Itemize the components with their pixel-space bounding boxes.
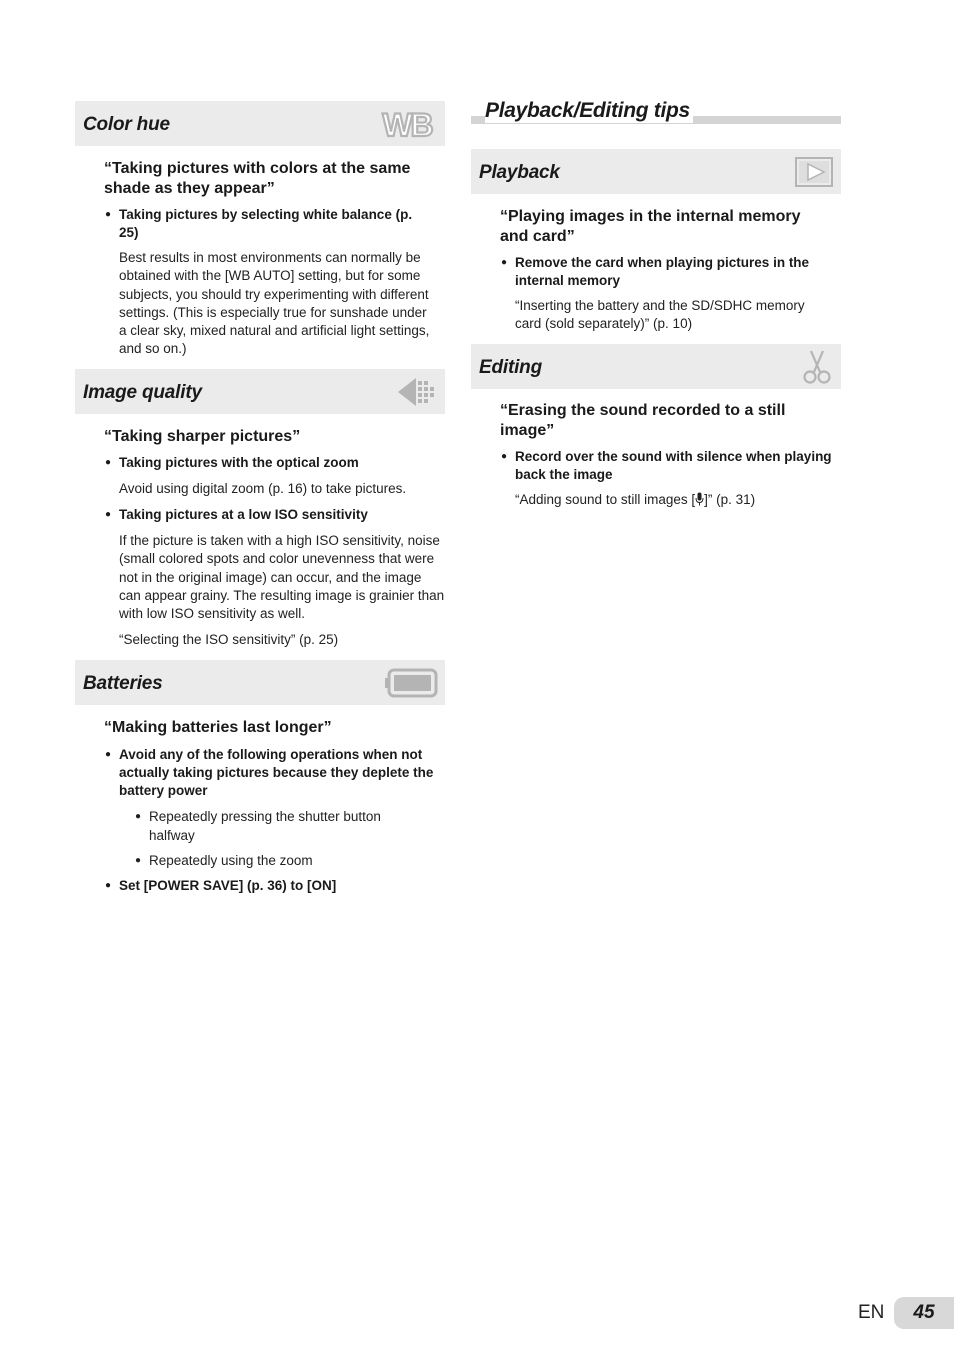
microphone-icon xyxy=(695,492,704,506)
quote-editing: “Erasing the sound recorded to a still image” xyxy=(500,401,786,439)
bullet-power-save: ● Set [POWER SAVE] (p. 36) to [ON] xyxy=(119,877,445,895)
quote-color-hue: “Taking pictures with colors at the same shade as they appear” xyxy=(104,160,411,197)
section-header-image-quality xyxy=(75,369,445,414)
main-title: Playback/Editing tips xyxy=(485,99,693,123)
image-quality-icon xyxy=(396,375,438,409)
main-title-banner xyxy=(471,100,841,125)
language-label: EN xyxy=(858,1302,885,1323)
quote-image-quality: “Taking sharper pictures” xyxy=(104,427,301,445)
page-footer xyxy=(858,1297,954,1329)
bullet-remove-card: ● Remove the card when playing pictures in the internal memory xyxy=(515,254,841,290)
sub-bullet-zoom: ● Repeatedly using the zoom xyxy=(149,851,445,870)
section-header-playback xyxy=(471,149,841,194)
para-adding-sound xyxy=(515,491,841,509)
section-header-editing xyxy=(471,344,841,389)
para-inserting-battery: “Inserting the battery and the SD/SDHC memory card (sold separately)” (p. 10) xyxy=(515,298,805,332)
page-number: 45 xyxy=(894,1297,954,1329)
bullet-optical-zoom: ● Taking pictures with the optical zoom xyxy=(119,454,445,472)
battery-icon xyxy=(384,666,438,700)
sub-bullet-shutter-halfway: ● Repeatedly pressing the shutter button halfway xyxy=(149,807,409,845)
scissors-icon xyxy=(800,350,834,384)
section-header-color-hue xyxy=(75,101,445,146)
section-header-batteries xyxy=(75,660,445,705)
right-column xyxy=(471,100,841,509)
section-title-image-quality: Image quality xyxy=(83,381,202,403)
para-high-iso: If the picture is taken with a high ISO sensitivity, noise (small colored spots and color unevenness that were not in the original image) can occur, and the image can appear grainy. The resulting image is grainier than with low ISO sensitivity as well. xyxy=(119,533,445,622)
section-title-color-hue: Color hue xyxy=(83,114,170,135)
section-title-editing: Editing xyxy=(479,356,542,378)
bullet-avoid-operations: ● Avoid any of the following operations when not actually taking pictures because they deplete the battery power xyxy=(119,746,445,800)
section-title-playback: Playback xyxy=(479,162,560,183)
bullet-low-iso: ● Taking pictures at a low ISO sensitivity xyxy=(119,506,445,524)
left-column xyxy=(75,101,445,895)
para-adding-sound-after: ]” (p. 31) xyxy=(704,491,756,507)
wb-icon xyxy=(376,107,438,141)
section-title-batteries: Batteries xyxy=(83,672,163,694)
svg-text:WB: WB xyxy=(382,107,432,141)
bullet-record-silence: ● Record over the sound with silence when playing back the image xyxy=(515,448,841,484)
para-digital-zoom: Avoid using digital zoom (p. 16) to take pictures. xyxy=(119,480,407,496)
para-white-balance: Best results in most environments can normally be obtained with the [WB AUTO] setting, but for some subjects, you should try experimenting with different settings. (This is especially true for sunshade under a clear sky, mixed natural and artificial light settings, and so on.) xyxy=(119,250,430,357)
para-adding-sound-before: “Adding sound to still images [ xyxy=(515,491,696,507)
quote-batteries: “Making batteries last longer” xyxy=(104,718,332,736)
para-iso-reference: “Selecting the ISO sensitivity” (p. 25) xyxy=(119,631,339,647)
bullet-white-balance: ● Taking pictures by selecting white balance (p. 25) xyxy=(119,206,419,242)
play-icon xyxy=(794,155,834,189)
quote-playback: “Playing images in the internal memory and card” xyxy=(500,208,801,245)
